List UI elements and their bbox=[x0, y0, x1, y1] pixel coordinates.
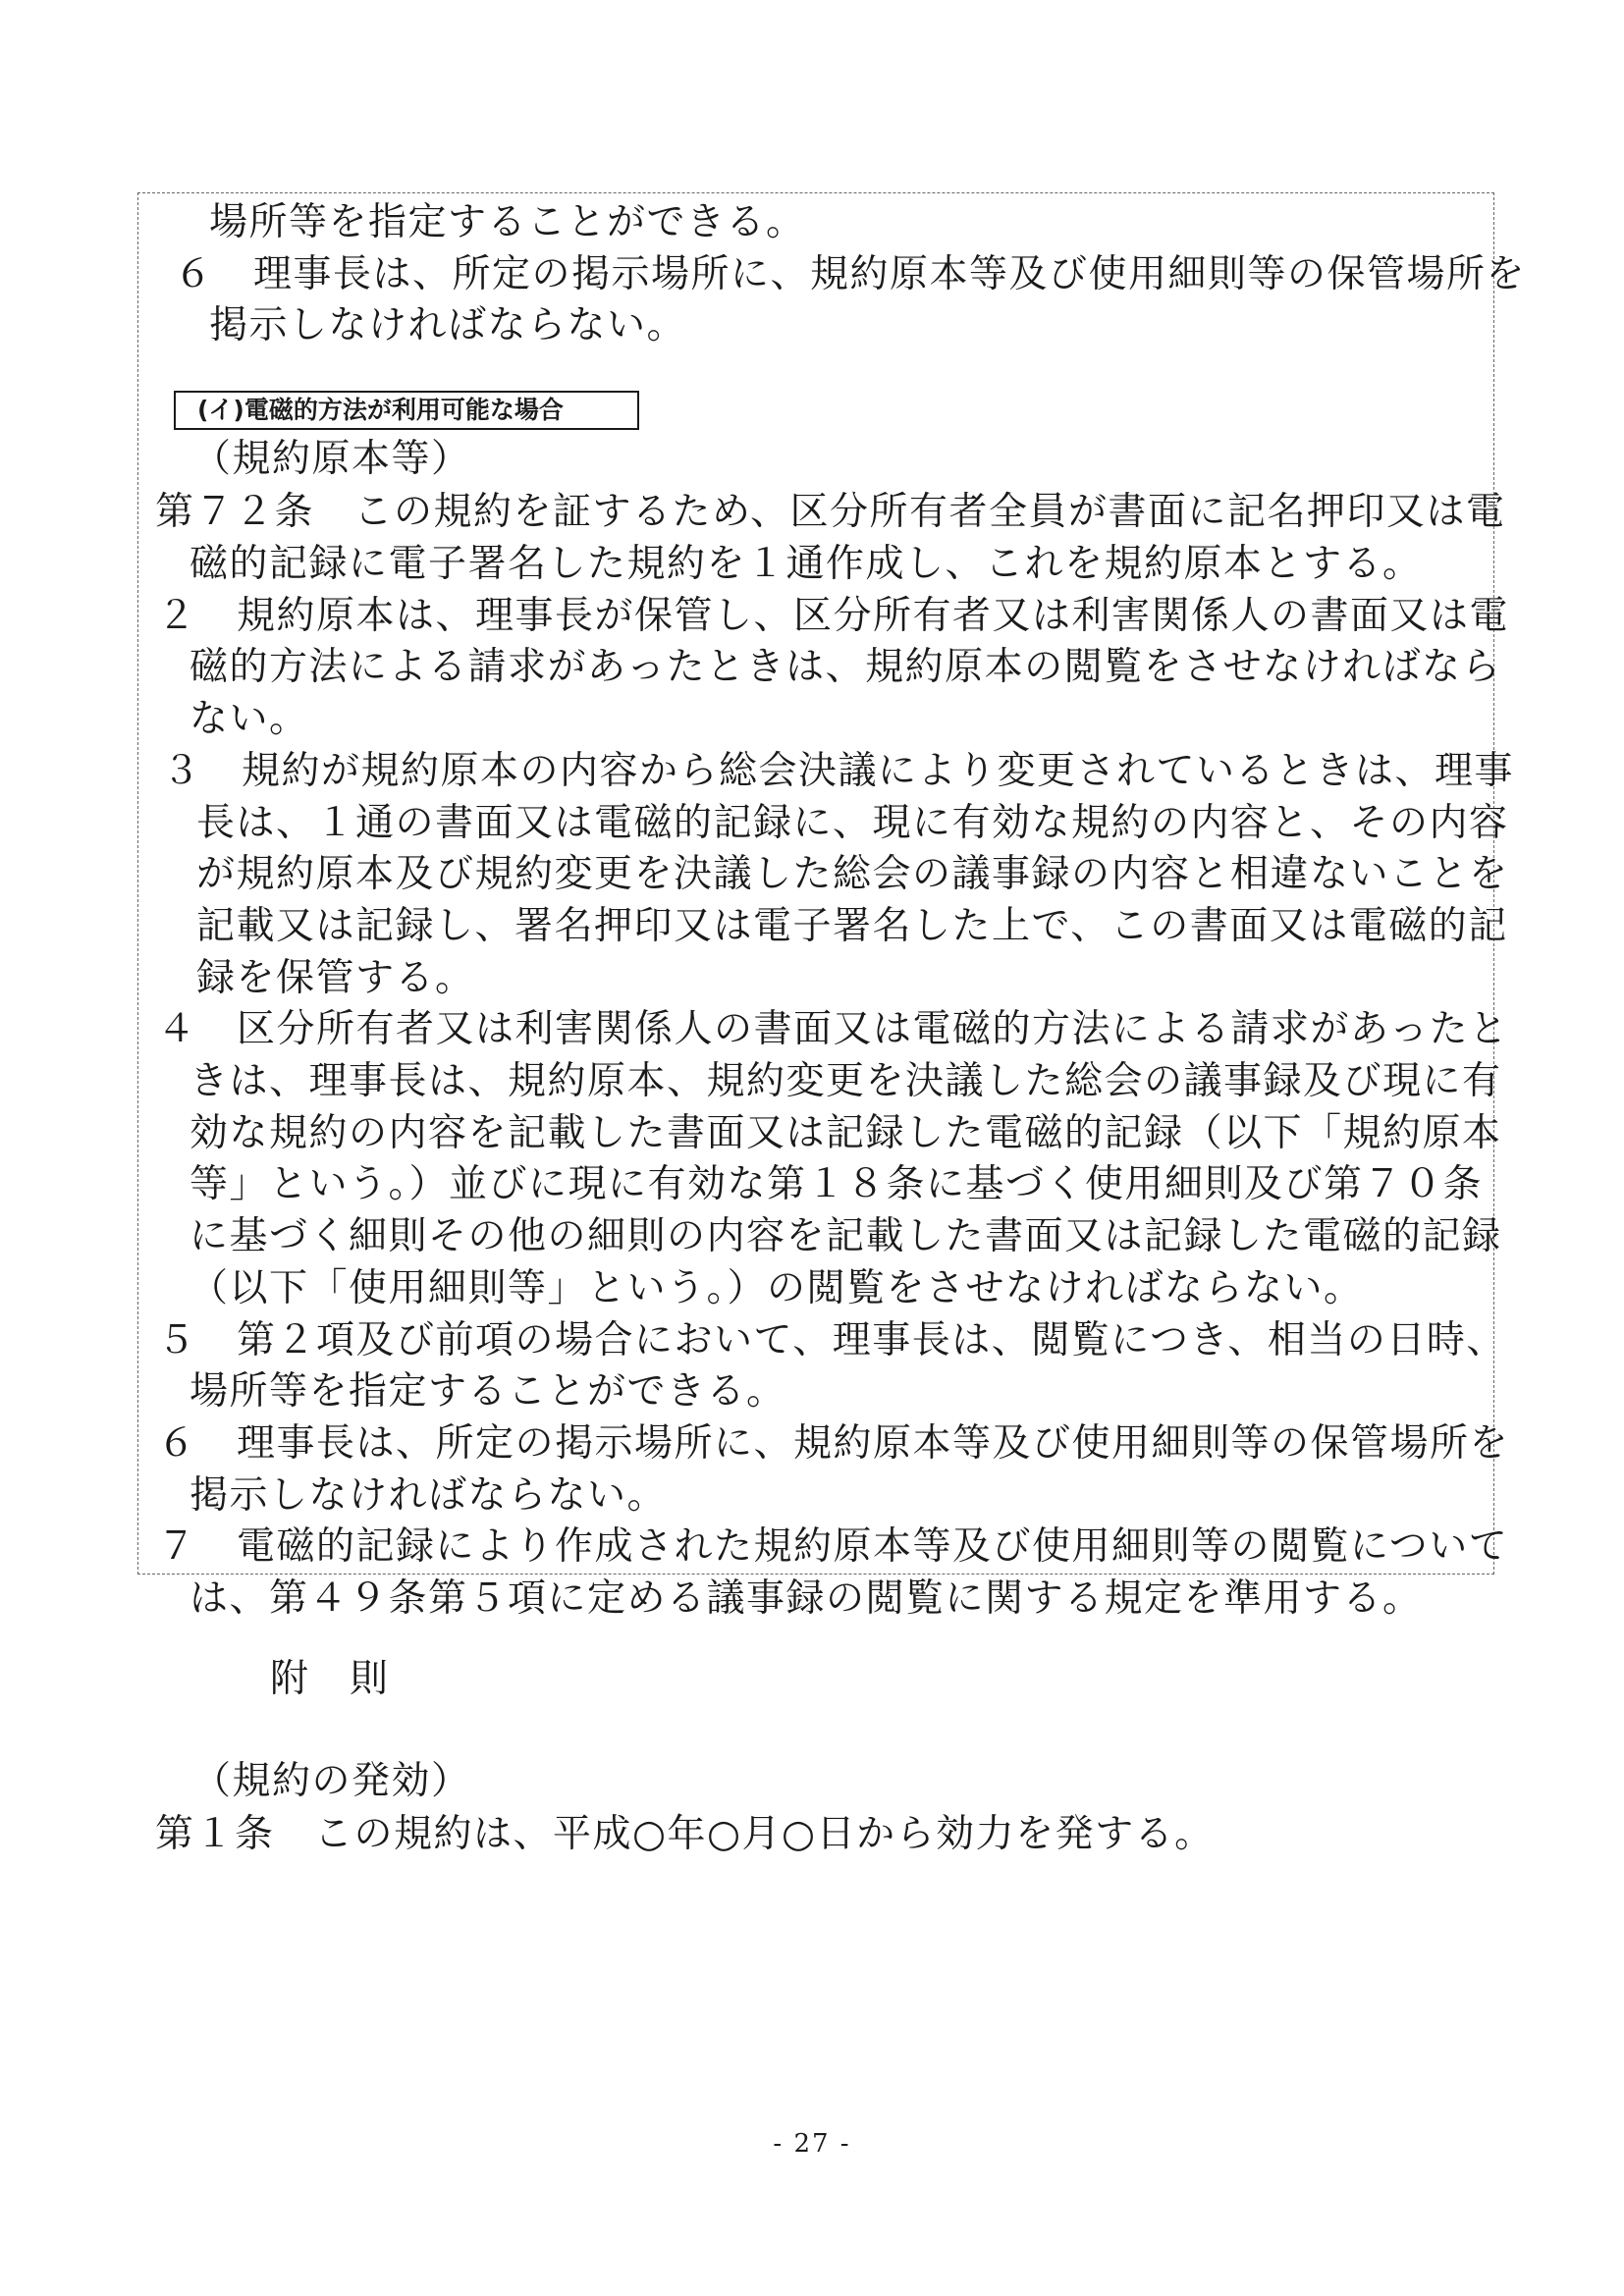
text-line: 磁的方法による請求があったときは、規約原本の閲覧をさせなければなら bbox=[189, 645, 1502, 689]
text-line: は、第４９条第５項に定める議事録の閲覧に関する規定を準用する。 bbox=[189, 1576, 1423, 1621]
text-line: 掲示しなければならない。 bbox=[189, 1473, 668, 1518]
text-line: に基づく細則その他の細則の内容を記載した書面又は記録した電磁的記録 bbox=[189, 1214, 1502, 1258]
text-line: ない。 bbox=[189, 697, 309, 741]
text-line: 効な規約の内容を記載した書面又は記録した電磁的記録（以下「規約原本 bbox=[189, 1111, 1502, 1155]
text-line: （以下「使用細則等」という。）の閲覧をさせなければならない。 bbox=[189, 1266, 1364, 1310]
text-line: 記載又は記録し、署名押印又は電子署名した上で、この書面又は電磁的記 bbox=[196, 904, 1508, 948]
supplementary-provisions-heading: 附 則 bbox=[270, 1657, 390, 1701]
text-line: ３ 規約が規約原本の内容から総会決議により変更されているときは、理事 bbox=[162, 749, 1515, 793]
text-line: 長は、１通の書面又は電磁的記録に、現に有効な規約の内容と、その内容 bbox=[196, 801, 1509, 845]
text-line: 録を保管する。 bbox=[196, 956, 475, 1000]
text-line: 等」という。）並びに現に有効な第１８条に基づく使用細則及び第７０条 bbox=[189, 1162, 1484, 1206]
text-line: ６ 理事長は、所定の掲示場所に、規約原本等及び使用細則等の保管場所を bbox=[157, 1421, 1510, 1466]
text-line: 場所等を指定することができる。 bbox=[209, 200, 806, 244]
article-heading: （規約原本等） bbox=[192, 437, 471, 481]
text-line: ５ 第２項及び前項の場合において、理事長は、閲覧につき、相当の日時、 bbox=[157, 1318, 1506, 1362]
article-heading: （規約の発効） bbox=[192, 1759, 471, 1803]
text-line: 磁的記録に電子署名した規約を１通作成し、これを規約原本とする。 bbox=[189, 542, 1423, 586]
text-line: ２ 規約原本は、理事長が保管し、区分所有者又は利害関係人の書面又は電 bbox=[157, 594, 1510, 638]
text-line: ７ 電磁的記録により作成された規約原本等及び使用細則等の閲覧について bbox=[157, 1524, 1509, 1569]
text-line: きは、理事長は、規約原本、規約変更を決議した総会の議事録及び現に有 bbox=[189, 1059, 1502, 1103]
text-line: が規約原本及び規約変更を決議した総会の議事録の内容と相違ないことを bbox=[196, 852, 1509, 896]
text-line: ６ 理事長は、所定の掲示場所に、規約原本等及び使用細則等の保管場所を bbox=[174, 252, 1527, 296]
page-number: - 27 - bbox=[773, 2129, 851, 2159]
electronic-method-tag: (イ)電磁的方法が利用可能な場合 bbox=[174, 391, 639, 430]
text-line: 掲示しなければならない。 bbox=[209, 303, 687, 347]
text-line: 場所等を指定することができる。 bbox=[189, 1369, 786, 1414]
text-line: 第７２条 この規約を証するため、区分所有者全員が書面に記名押印又は電 bbox=[155, 490, 1506, 534]
text-line: ４ 区分所有者又は利害関係人の書面又は電磁的方法による請求があったと bbox=[157, 1007, 1509, 1051]
text-line: 第１条 この規約は、平成○年○月○日から効力を発する。 bbox=[155, 1812, 1215, 1856]
